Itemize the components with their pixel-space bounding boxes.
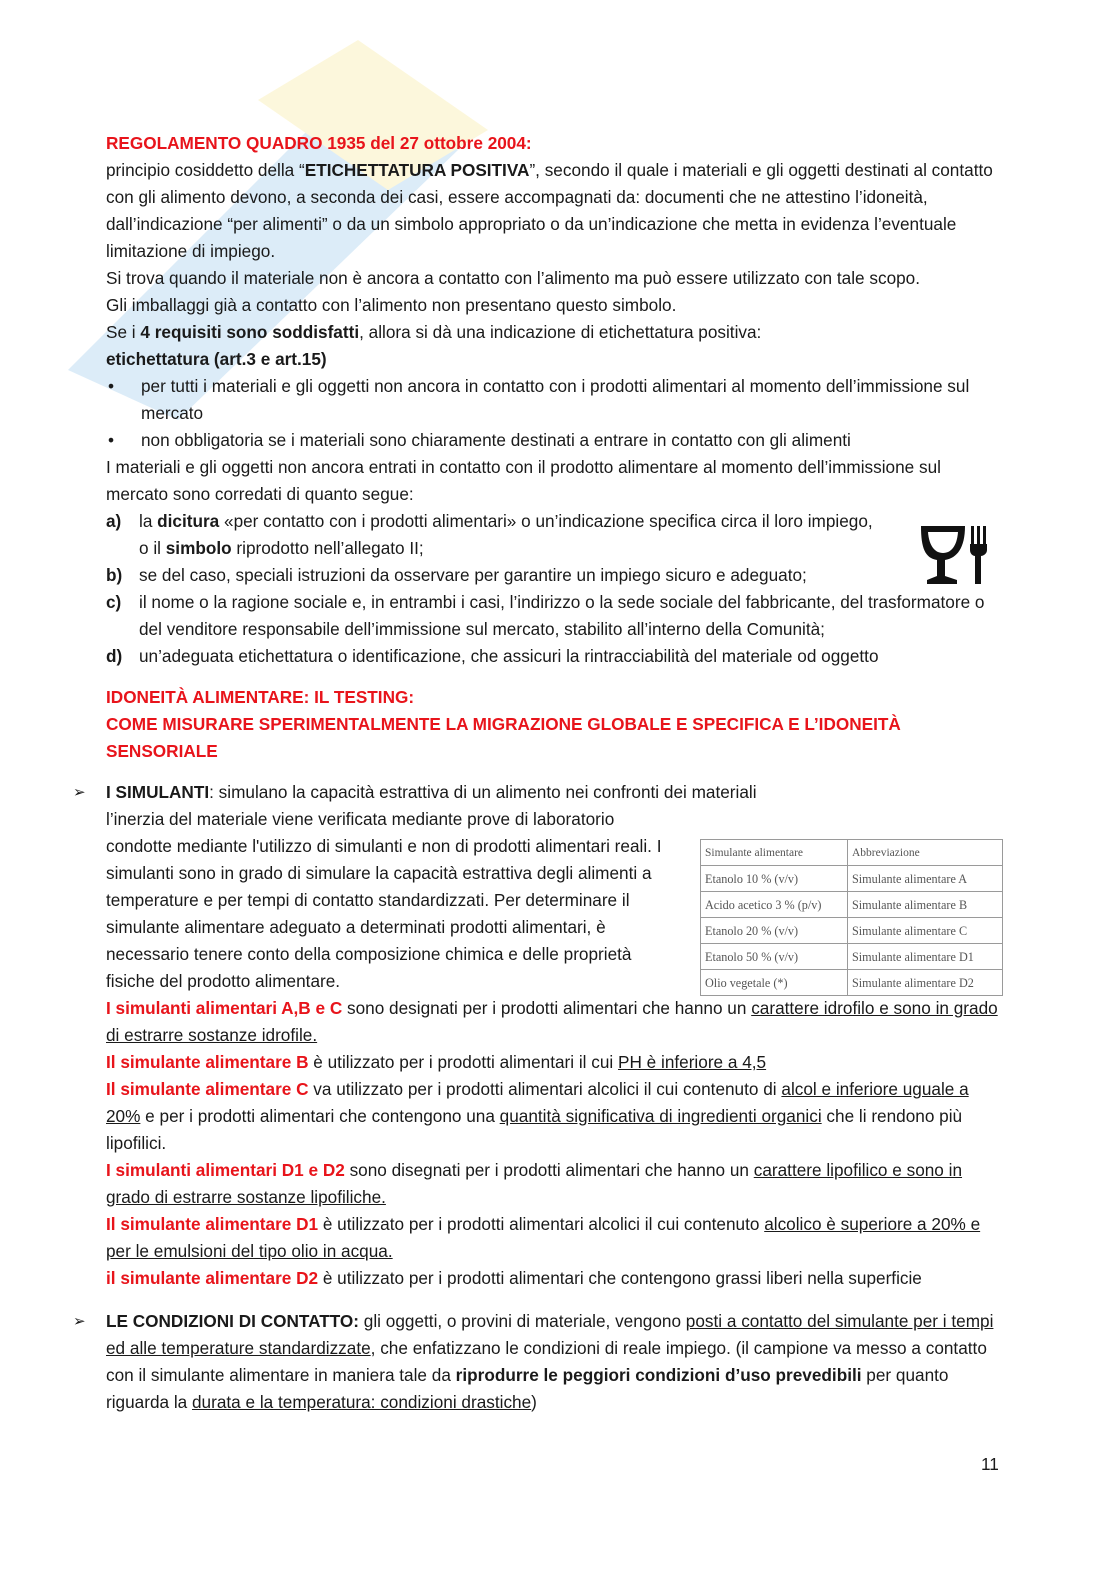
table-header-cell: Abbreviazione	[848, 840, 1003, 866]
table-header-cell: Simulante alimentare	[701, 840, 848, 866]
table-row: Olio vegetale (*) Simulante alimentare D2	[701, 970, 1003, 996]
paragraph: Gli imballaggi già a contatto con l’alimento non presentano questo simbolo.	[106, 295, 677, 315]
list-item-b: b) se del caso, speciali istruzioni da osservare per garantire un impiego sicuro e adeguato;	[106, 565, 807, 585]
list-item-c: c) il nome o la ragione sociale e, in entrambi i casi, l’indirizzo o la sede sociale del fabbricante, del trasformatore o del venditore responsabile dell’immissione sul mercato, stabilito all’interno della Comunità;	[106, 592, 985, 639]
paragraph: etichettatura (art.3 e art.15)	[106, 349, 327, 369]
list-item: • non obbligatoria se i materiali sono chiaramente destinati a entrare in contatto con gli alimenti	[108, 430, 851, 450]
page-content	[73, 130, 1006, 1416]
paragraph: principio cosiddetto della “ETICHETTATURA POSITIVA”, secondo il quale i materiali e gli oggetti destinati al contatto con gli alimento devono, a seconda dei casi, essere accompagnati da: documenti che ne attestino l’idoneità, dall’indicazione “per alimenti” o da un simbolo appropriato o da un’indicazione che metta in evidenza l’eventuale limitazione di impiego.	[106, 160, 993, 261]
condizioni-block	[73, 1308, 1006, 1416]
page-number: 11	[981, 1454, 999, 1474]
paragraph: l’inerzia del materiale viene verificata mediante prove di laboratorio condotte mediante l'utilizzo di simulanti e non di prodotti alimentari reali. I simulanti sono in grado di simulare la capacità estrattiva degli alimenti a temperature e per tempi di contatto standardizzati. Per determinare il simulante alimentare adeguato a determinati prodotti alimentari, è necessario tenere conto della composizione chimica e delle proprietà fisiche del prodotto alimentare.	[106, 809, 662, 991]
paragraph: LE CONDIZIONI DI CONTATTO: gli oggetti, o provini di materiale, vengono posti a contatto del simulante per i tempi ed alle temperature standardizzate, che enfatizzano le condizioni di reale impiego. (il campione va messo a contatto con il simulante alimentare in maniera tale da riprodurre le peggiori condizioni d’uso prevedibili per quanto riguarda la durata e la temperatura: condizioni drastiche)	[106, 1311, 994, 1412]
list-item-d: d) un’adeguata etichettatura o identificazione, che assicuri la rintracciabilità del materiale od oggetto	[106, 646, 879, 666]
paragraph: Il simulante alimentare D1 è utilizzato per i prodotti alimentari alcolici il cui contenuto alcolico è superiore a 20% e per le emulsioni del tipo olio in acqua.	[106, 1214, 981, 1261]
paragraph: I materiali e gli oggetti non ancora entrati in contatto con il prodotto alimentare al momento dell’immissione sul mercato sono corredati di quanto segue:	[106, 457, 941, 504]
paragraph: Se i 4 requisiti sono soddisfatti, allora si dà una indicazione di etichettatura positiva:	[106, 322, 762, 342]
paragraph: Il simulante alimentare B è utilizzato per i prodotti alimentari il cui PH è inferiore a 4,5	[106, 1052, 767, 1072]
paragraph: I simulanti alimentari A,B e C sono designati per i prodotti alimentari che hanno un carattere idrofilo e sono in grado di estrarre sostanze idrofile.	[106, 998, 998, 1045]
table-row: Acido acetico 3 % (p/v) Simulante alimentare B	[701, 892, 1003, 918]
table-header-row	[701, 840, 1003, 866]
simulants-table	[700, 839, 1003, 996]
table-row: Etanolo 50 % (v/v) Simulante alimentare D1	[701, 944, 1003, 970]
list-item: • per tutti i materiali e gli oggetti non ancora in contatto con i prodotti alimentari al momento dell’immissione sul mercato	[108, 376, 970, 423]
paragraph: I SIMULANTI: simulano la capacità estrattiva di un alimento nei confronti dei materiali	[106, 782, 757, 802]
section1-heading: REGOLAMENTO QUADRO 1935 del 27 ottobre 2004:	[106, 133, 532, 153]
paragraph: Si trova quando il materiale non è ancora a contatto con l’alimento ma può essere utilizzato con tale scopo.	[106, 268, 921, 288]
glass-fork-symbol-icon	[915, 522, 991, 586]
table-row: Etanolo 10 % (v/v) Simulante alimentare A	[701, 866, 1003, 892]
paragraph: il simulante alimentare D2 è utilizzato per i prodotti alimentari che contengono grassi liberi nella superficie	[106, 1268, 922, 1288]
arrow-bullet-icon: ➢	[73, 1313, 86, 1330]
section2-subheading: COME MISURARE SPERIMENTALMENTE LA MIGRAZIONE GLOBALE E SPECIFICA E L’IDONEITÀ SENSORIALE	[106, 714, 901, 761]
arrow-bullet-icon: ➢	[73, 784, 86, 801]
list-item-a: a) la dicitura «per contatto con i prodotti alimentari» o un’indicazione specifica circa il loro impiego, o il simbolo riprodotto nell’allegato II;	[106, 511, 873, 558]
paragraph: Il simulante alimentare C va utilizzato per i prodotti alimentari alcolici il cui contenuto di alcol e inferiore uguale a 20% e per i prodotti alimentari che contengono una quantità significativa di ingredienti organici che li rendono più lipofilici.	[106, 1079, 969, 1153]
section2-heading: IDONEITÀ ALIMENTARE: IL TESTING:	[106, 687, 415, 707]
paragraph: I simulanti alimentari D1 e D2 sono disegnati per i prodotti alimentari che hanno un carattere lipofilico e sono in grado di estrarre sostanze lipofiliche.	[106, 1160, 963, 1207]
table-row: Etanolo 20 % (v/v) Simulante alimentare C	[701, 918, 1003, 944]
